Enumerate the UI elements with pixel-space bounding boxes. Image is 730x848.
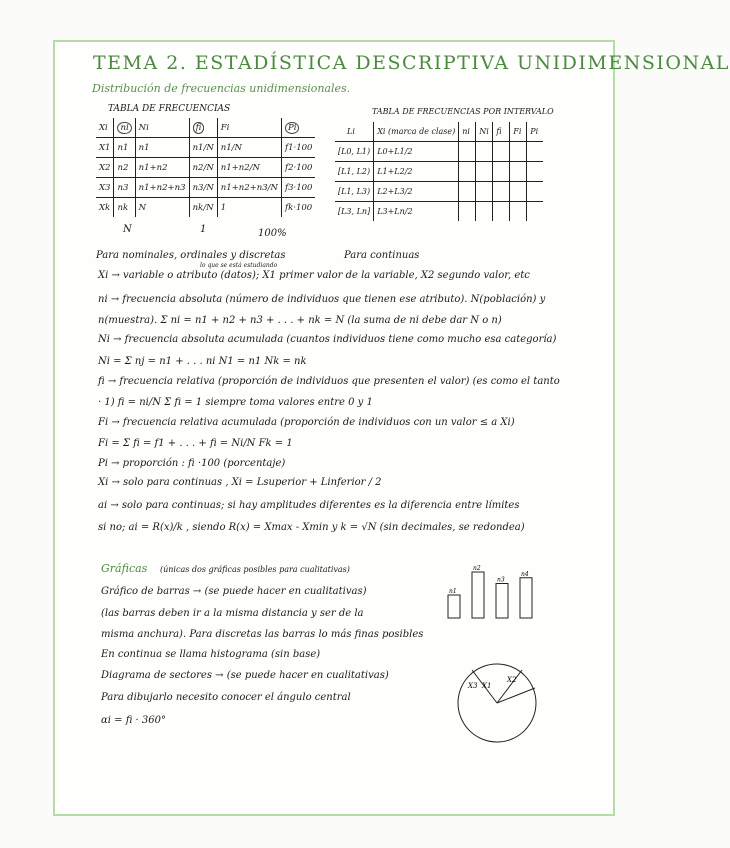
pie-label: X1 (482, 682, 492, 690)
header-cell: Pi (281, 118, 315, 138)
cell: n3/N (189, 178, 217, 198)
header-cell: Xi (96, 118, 114, 138)
note-line: Fi = Σ fi = f1 + . . . + fi = Ni/N Fk = 1 (98, 438, 293, 449)
cell: X3 (96, 178, 114, 198)
cell: L0+L1/2 (374, 142, 459, 162)
header-cell: fi (493, 122, 510, 142)
cell: nk (114, 198, 135, 218)
interval-table (335, 122, 543, 221)
header-cell: Fi (217, 118, 281, 138)
bar-label: n3 (497, 576, 505, 584)
bar (448, 595, 460, 618)
bar (472, 572, 484, 618)
cell: n1/N (189, 138, 217, 158)
bar-label: n1 (449, 588, 457, 595)
table-row (96, 158, 315, 178)
graph-line: Para dibujarlo necesito conocer el ángulo central (101, 692, 351, 703)
header-cell: fi (189, 118, 217, 138)
cell: n2/N (189, 158, 217, 178)
cell: Xk (96, 198, 114, 218)
subtitle: Distribución de frecuencias unidimensionales. (92, 82, 351, 95)
cell: X2 (96, 158, 114, 178)
bar-label: n4 (521, 570, 529, 578)
graphs-heading: Gráficas (101, 562, 148, 575)
cell: n1+n2+n3 (135, 178, 189, 198)
note-line: ai → solo para continuas; si hay amplitudes diferentes es la diferencia entre límites (98, 500, 520, 511)
table2-title: TABLA DE FRECUENCIAS POR INTERVALO (372, 107, 554, 116)
note-line: Pi → proporción : fi ·100 (porcentaje) (98, 458, 286, 469)
total-f: 1 (200, 224, 207, 235)
total-p: 100% (258, 228, 287, 239)
note-line: Fi → frecuencia relativa acumulada (proporción de individuos con un valor ≤ a Xi) (98, 417, 515, 428)
note-line: si no; ai = R(x)/k , siendo R(x) = Xmax - Xmin y k = √N (sin decimales, se redondea) (98, 522, 525, 533)
header-cell: Ni (135, 118, 189, 138)
graphs-note: (únicas dos gráficas posibles para cualitativas) (160, 565, 350, 574)
cell: n3 (114, 178, 135, 198)
cell: N (135, 198, 189, 218)
cell: [L3, Ln] (335, 202, 374, 222)
cell: [L1, L2) (335, 162, 374, 182)
cell: n2 (114, 158, 135, 178)
cell: fk·100 (284, 202, 313, 213)
bar-label: n2 (473, 565, 481, 572)
label-continuous: Para continuas (344, 250, 420, 261)
graph-line: misma anchura). Para discretas las barras lo más finas posibles (101, 629, 424, 640)
note-line: Ni → frecuencia absoluta acumulada (cuantos individuos tiene como mucho esa categoría) (98, 334, 557, 345)
cell: n1/N (217, 138, 281, 158)
note-line: Xi → variable o atributo (datos); X1 primer valor de la variable, X2 segundo valor, etc (98, 270, 530, 281)
bar-chart-sketch (440, 560, 550, 622)
total-n: N (123, 224, 132, 235)
note-line: n(muestra). Σ ni = n1 + n2 + n3 + . . . + nk = N (la suma de ni debe dar N o n) (98, 315, 502, 326)
graph-line: En continua se llama histograma (sin base) (101, 649, 321, 660)
note-line: · 1) fi = ni/N Σ fi = 1 siempre toma valores entre 0 y 1 (98, 397, 373, 408)
pie-label: X3 (468, 682, 478, 690)
frequency-table (96, 118, 315, 217)
header-cell: Pi (527, 122, 544, 142)
cell: [L0, L1) (335, 142, 374, 162)
cell: n1 (114, 138, 135, 158)
cell: n1+n2/N (217, 158, 281, 178)
pie-chart-sketch (452, 658, 542, 748)
table-row (335, 202, 543, 222)
table1-title: TABLA DE FRECUENCIAS (108, 104, 231, 114)
note-line: Xi → solo para continuas , Xi = Lsuperior + Linferior / 2 (98, 477, 382, 488)
cell: nk/N (189, 198, 217, 218)
graph-line: Diagrama de sectores → (se puede hacer en cualitativas) (101, 670, 389, 681)
cell: n1 (135, 138, 189, 158)
cell: L1+L2/2 (374, 162, 459, 182)
cell: n1+n2+n3/N (217, 178, 281, 198)
header-cell: Ni (476, 122, 493, 142)
header-cell: ni (459, 122, 476, 142)
table-row (335, 162, 543, 182)
table-row (96, 138, 315, 158)
note-line: ni → frecuencia absoluta (número de individuos que tienen ese atributo). N(población) y (98, 294, 546, 305)
cell: [L1, L3) (335, 182, 374, 202)
header-cell: Fi (510, 122, 527, 142)
graph-line: (las barras deben ir a la misma distancia y ser de la (101, 608, 364, 619)
table-row (96, 198, 315, 218)
table-header-row (96, 118, 315, 138)
graph-line: αi = fi · 360° (101, 715, 166, 726)
header-cell: ni (114, 118, 135, 138)
cell: X1 (96, 138, 114, 158)
bar (520, 578, 532, 618)
table-header-row (335, 122, 543, 142)
graph-line: Gráfico de barras → (se puede hacer en cualitativas) (101, 586, 367, 597)
cell: n1+n2 (135, 158, 189, 178)
small-note: lo que se está estudiando (200, 262, 278, 269)
table-row (335, 182, 543, 202)
label-nominal: Para nominales, ordinales y discretas (96, 250, 286, 261)
header-cell: Xi (marca de clase) (374, 122, 459, 142)
cell: f1·100 (281, 138, 315, 158)
cell: f2·100 (281, 158, 315, 178)
note-line: Ni = Σ nj = n1 + . . . ni N1 = n1 Nk = nk (98, 356, 307, 367)
header-cell: Li (335, 122, 374, 142)
page-title: TEMA 2. ESTADÍSTICA DESCRIPTIVA UNIDIMENSIONAL (93, 52, 730, 74)
table-row (96, 178, 315, 198)
cell: f3·100 (281, 178, 315, 198)
note-line: fi → frecuencia relativa (proporción de individuos que presenten el valor) (es como el tanto (98, 376, 560, 387)
table-row (335, 142, 543, 162)
cell: 1 (217, 198, 281, 218)
pie-label: X2 (507, 676, 517, 684)
cell: L2+L3/2 (374, 182, 459, 202)
bar (496, 584, 508, 619)
cell: L3+Ln/2 (374, 202, 459, 222)
